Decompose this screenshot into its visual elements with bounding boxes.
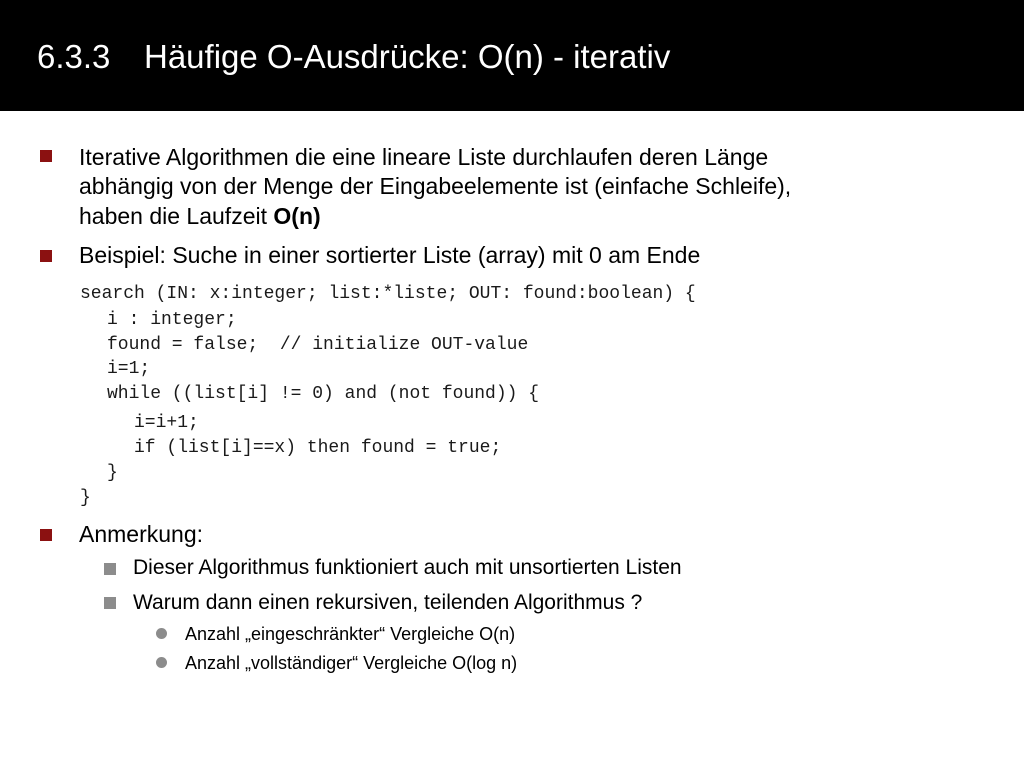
sub-bullet-text: Warum dann einen rekursiven, teilenden Algorithmus ?	[133, 591, 643, 614]
code-line: found = false; // initialize OUT-value	[107, 335, 529, 355]
sub-sub-bullet-text: Anzahl „eingeschränkter“ Vergleiche O(n)	[185, 624, 516, 644]
bullet-square-icon	[40, 529, 52, 541]
bullet-text: Beispiel: Suche in einer sortierter Liste (array) mit 0 am Ende	[79, 242, 701, 268]
slide-number: 6.3.3	[37, 38, 111, 75]
sub-sub-bullet-circle-icon	[156, 628, 167, 639]
bullet-text-line: Iterative Algorithmen die eine lineare Liste durchlaufen deren Länge	[79, 144, 769, 170]
bullet-square-icon	[40, 250, 52, 262]
code-line: while ((list[i] != 0) and (not found)) {	[107, 384, 540, 404]
bullet-text: haben die Laufzeit	[79, 203, 274, 229]
bullet-square-icon	[40, 150, 52, 162]
code-line: }	[107, 463, 118, 483]
code-line: i=i+1;	[134, 413, 199, 433]
bullet-text: Anmerkung:	[79, 521, 204, 547]
complexity-emphasis: O(n)	[273, 203, 321, 229]
code-line: }	[80, 488, 91, 508]
sub-sub-bullet-circle-icon	[156, 657, 167, 668]
slide-title: Häufige O-Ausdrücke: O(n) - iterativ	[144, 38, 671, 75]
code-line: i=1;	[107, 359, 151, 379]
bullet-text-line	[79, 202, 321, 232]
sub-sub-bullet-text: Anzahl „vollständiger“ Vergleiche O(log n)	[185, 653, 518, 673]
code-line: if (list[i]==x) then found = true;	[134, 438, 502, 458]
code-line: search (IN: x:integer; list:*liste; OUT: found:boolean) {	[80, 284, 696, 304]
sub-bullet-square-icon	[104, 563, 116, 575]
sub-bullet-text: Dieser Algorithmus funktioniert auch mit unsortierten Listen	[133, 556, 682, 579]
bullet-text-line: abhängig von der Menge der Eingabeelemente ist (einfache Schleife),	[79, 173, 792, 199]
code-line: i : integer;	[107, 310, 237, 330]
title-bar	[0, 0, 1024, 111]
sub-bullet-square-icon	[104, 597, 116, 609]
